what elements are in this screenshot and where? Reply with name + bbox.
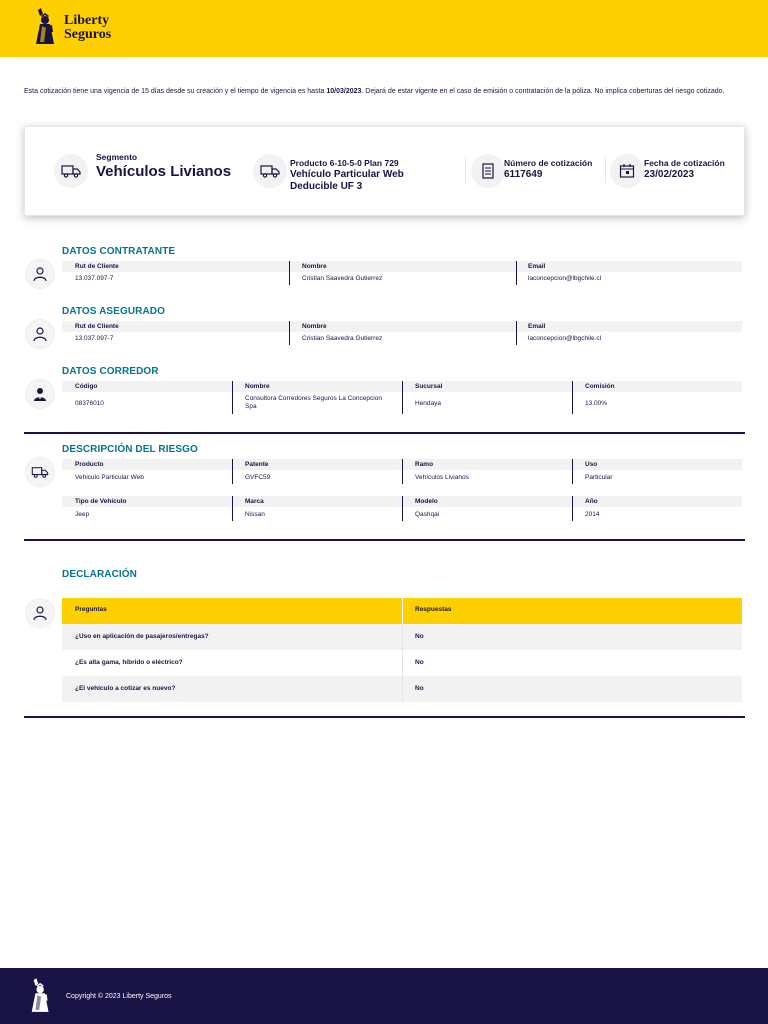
section-title-corredor: DATOS CORREDOR [62,366,159,377]
riesgo-marca: Nissan [245,511,265,518]
riesgo-producto: Vehiculo Particular Web [75,474,144,481]
declaration-question: ¿Es alta gama, híbrido o eléctrico? [75,659,183,666]
declaration-answer: No [415,633,424,640]
calendar-icon [610,154,644,188]
corredor-header-nombre: Nombre [245,383,270,390]
product-label: Producto 6-10-5-0 Plan 729 [290,158,399,168]
table-row [62,676,742,702]
column-separator [572,381,573,414]
column-separator [572,496,573,521]
summary-divider [605,157,606,183]
table-row [62,650,742,676]
statue-of-liberty-icon [28,976,56,1016]
asegurado-header-row [62,321,742,332]
contratante-nombre: Cristian Saavedra Gutierrez [302,275,383,282]
notice-text-before: Esta cotización tiene una vigencia de 15 días desde su creación y el tiempo de vigencia es hasta [24,88,327,95]
brand-line2: Seguros [64,27,112,42]
column-separator [232,496,233,521]
declaration-answer: No [415,659,424,666]
riesgo-header-tipo: Tipo de Vehículo [75,498,127,505]
declaration-header-questions: Preguntas [75,606,107,613]
quote-number-label: Número de cotización [504,158,593,168]
product-value: Vehículo Particular Web Deducible UF 3 [290,169,404,192]
corredor-codigo: 08376010 [75,400,104,407]
corredor-sucursal: Hendaya [415,400,442,407]
user-icon [25,259,55,289]
riesgo-anio: 2014 [585,511,600,518]
quote-date-label: Fecha de cotización [644,158,725,168]
column-separator [516,321,517,345]
riesgo-header-uso: Uso [585,461,598,468]
column-separator [572,459,573,484]
page-footer [0,968,768,1024]
column-separator [289,261,290,285]
declaration-answer: No [415,685,424,692]
riesgo-tipo: Jeep [75,511,90,518]
document-icon [471,154,505,188]
declaration-header-row [62,598,742,624]
contratante-email: laconcepcion@lbgchile.cl [528,275,602,282]
asegurado-header-nombre: Nombre [302,323,327,330]
declaration-question: ¿El vehículo a cotizar es nuevo? [75,685,176,692]
declaration-header-answers: Respuestas [415,606,452,613]
corredor-header-sucursal: Sucursal [415,383,443,390]
brand-line1: Liberty [64,13,110,28]
asegurado-rut: 13.037.097-7 [75,335,114,342]
riesgo-modelo: Qashqai [415,511,440,518]
riesgo-header-ramo: Ramo [415,461,434,468]
asegurado-email: laconcepcion@lbgchile.cl [528,335,602,342]
user-icon [25,319,55,349]
section-title-asegurado: DATOS ASEGURADO [62,306,165,317]
liberty-seguros-logo[interactable] [32,8,122,48]
truck-icon [253,154,287,188]
notice-date: 10/03/2023 [326,88,362,95]
column-separator [232,459,233,484]
statue-of-liberty-icon [32,8,62,46]
contratante-rut: 13.037.097-7 [75,275,114,282]
column-separator [402,676,403,702]
user-icon [25,598,55,628]
quote-number-value: 6117649 [504,169,543,180]
riesgo-header-patente: Patente [245,461,269,468]
segment-value: Vehículos Livianos [96,163,232,180]
column-separator [232,381,233,414]
summary-divider [465,157,466,183]
copyright-text: Copyright © 2023 Liberty Seguros [66,993,172,1000]
table-row [62,624,742,650]
section-title-riesgo: DESCRIPCIÓN DEL RIESGO [62,444,198,455]
column-separator [402,459,403,484]
column-separator [402,598,403,624]
contratante-header-email: Email [528,263,546,270]
column-separator [402,496,403,521]
notice-text-after: . Dejará de estar vigente en el caso de emisión o contratación de la póliza. No implica coberturas del riesgo cotizado. [361,88,725,95]
riesgo-header-modelo: Modelo [415,498,438,505]
contratante-header-nombre: Nombre [302,263,327,270]
section-divider [24,432,745,434]
asegurado-nombre: Cristian Saavedra Gutierrez [302,335,383,342]
riesgo-header-marca: Marca [245,498,264,505]
asegurado-header-email: Email [528,323,546,330]
contratante-header-row [62,261,742,272]
asegurado-header-rut: Rut de Cliente [75,323,119,330]
riesgo-header-producto: Producto [75,461,104,468]
riesgo-ramo: Vehículos Livianos [415,474,469,481]
segment-label: Segmento [96,152,138,162]
riesgo-header-anio: Año [585,498,598,505]
section-divider [24,716,745,718]
section-title-declaracion: DECLARACIÓN [62,569,137,580]
column-separator [516,261,517,285]
quote-date-value: 23/02/2023 [644,169,695,180]
column-separator [289,321,290,345]
column-separator [402,381,403,414]
section-divider [24,539,745,541]
declaration-question: ¿Uso en aplicación de pasajeros/entregas? [75,633,209,640]
truck-icon [25,457,55,487]
column-separator [402,650,403,676]
quote-summary-card [24,126,745,216]
truck-icon [54,154,88,188]
top-header-bar [0,0,768,57]
corredor-header-comision: Comisión [585,383,615,390]
corredor-header-codigo: Código [75,383,98,390]
corredor-nombre: Consultora Corredores Seguros La Concepcion Spa [245,395,382,410]
riesgo-patente: GVFC59 [245,474,271,481]
riesgo-uso: Particular [585,474,613,481]
contratante-header-rut: Rut de Cliente [75,263,119,270]
validity-notice [24,87,744,96]
corredor-comision: 13.00% [585,400,608,407]
section-title-contratante: DATOS CONTRATANTE [62,246,176,257]
column-separator [402,624,403,650]
agent-icon [25,379,55,409]
